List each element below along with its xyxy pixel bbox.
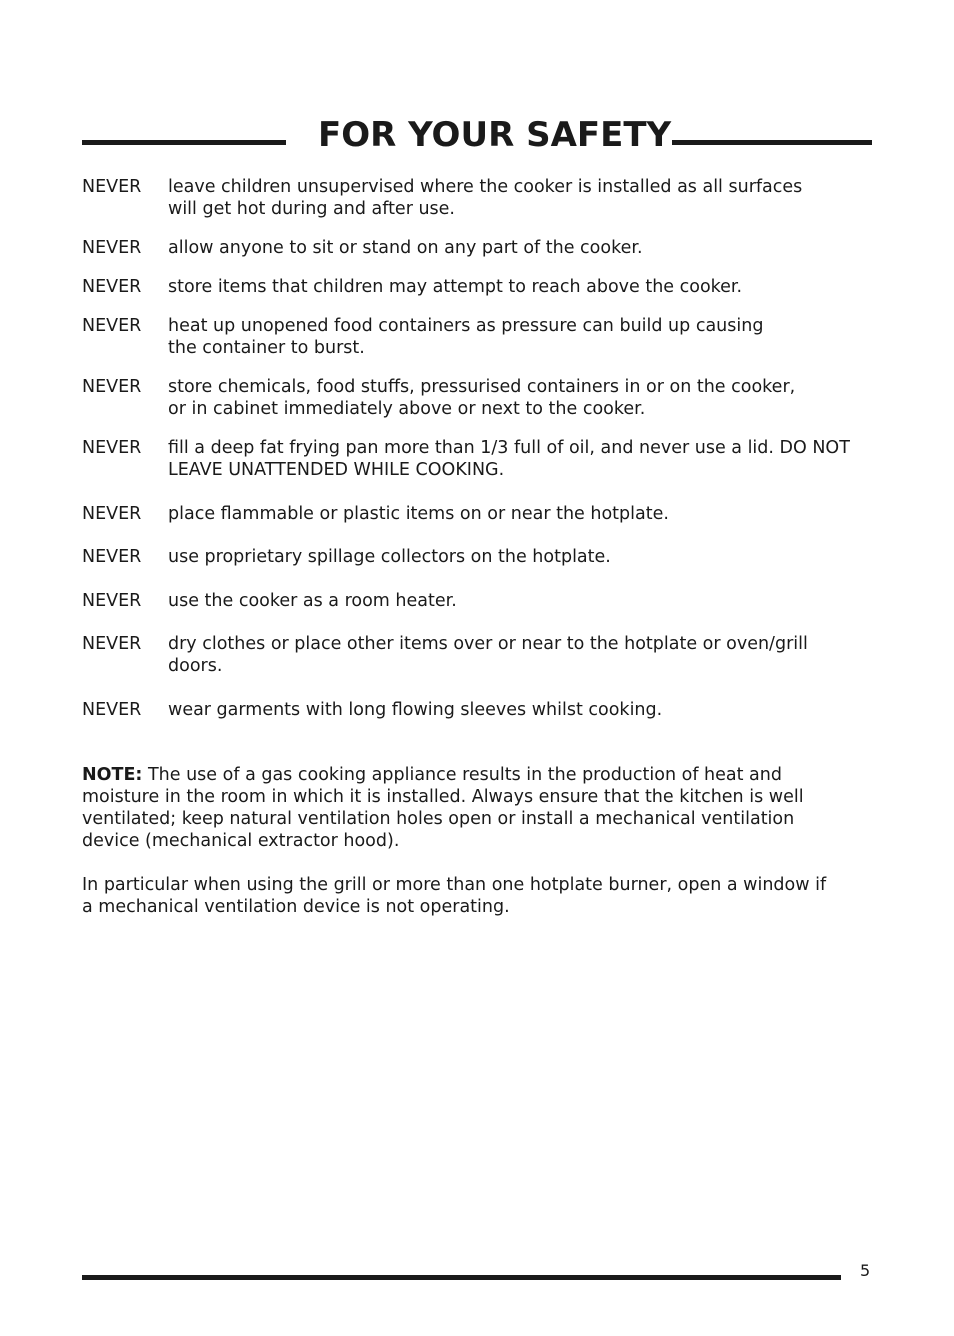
- never-label: NEVER: [82, 634, 142, 654]
- warning-text: [168, 546, 872, 568]
- warning-text: [168, 503, 872, 525]
- warning-text: [168, 315, 872, 359]
- footer-rule: [82, 1275, 841, 1280]
- never-label: NEVER: [82, 377, 142, 397]
- warning-line: doors.: [168, 656, 223, 676]
- warning-text: [168, 633, 872, 677]
- note-label: NOTE:: [82, 765, 143, 785]
- warning-line: heat up unopened food containers as pressure can build up causing: [168, 316, 764, 336]
- warning-line: wear garments with long flowing sleeves whilst cooking.: [168, 700, 663, 720]
- title-rule-left: [82, 140, 286, 145]
- never-label: NEVER: [82, 504, 142, 524]
- warning-line: will get hot during and after use.: [168, 199, 455, 219]
- warning-line: use proprietary spillage collectors on the hotplate.: [168, 547, 611, 567]
- warning-line: store items that children may attempt to reach above the cooker.: [168, 277, 743, 297]
- never-label: NEVER: [82, 277, 142, 297]
- paragraph-line: a mechanical ventilation device is not operating.: [82, 897, 510, 917]
- never-label: NEVER: [82, 438, 142, 458]
- warning-line: fill a deep fat frying pan more than 1/3 full of oil, and never use a lid. DO NOT: [168, 438, 850, 458]
- warning-text: [168, 590, 872, 612]
- warning-line: leave children unsupervised where the cooker is installed as all surfaces: [168, 177, 803, 197]
- warning-text: [168, 237, 872, 259]
- page-number: 5: [860, 1261, 871, 1280]
- never-label: NEVER: [82, 177, 142, 197]
- warning-line: place flammable or plastic items on or near the hotplate.: [168, 504, 669, 524]
- title-rule-right: [672, 140, 872, 145]
- note-paragraph: [82, 764, 872, 852]
- warning-text: [168, 376, 872, 420]
- ventilation-paragraph: [82, 874, 872, 918]
- warning-line: allow anyone to sit or stand on any part of the cooker.: [168, 238, 643, 258]
- never-label: NEVER: [82, 700, 142, 720]
- note-line: moisture in the room in which it is installed. Always ensure that the kitchen is well: [82, 787, 804, 807]
- note-line: [82, 764, 872, 786]
- never-label: NEVER: [82, 591, 142, 611]
- paragraph-line: In particular when using the grill or more than one hotplate burner, open a window if: [82, 875, 827, 895]
- never-label: NEVER: [82, 547, 142, 567]
- warning-line: store chemicals, food stuffs, pressurised containers in or on the cooker,: [168, 377, 796, 397]
- warning-line: LEAVE UNATTENDED WHILE COOKING.: [168, 460, 505, 480]
- warning-text: [168, 699, 872, 721]
- page-title: FOR YOUR SAFETY: [318, 115, 672, 155]
- never-label: NEVER: [82, 316, 142, 336]
- note-line: ventilated; keep natural ventilation holes open or install a mechanical ventilation: [82, 809, 795, 829]
- warning-line: dry clothes or place other items over or near to the hotplate or oven/grill: [168, 634, 808, 654]
- warning-text: [168, 437, 872, 481]
- note-line: device (mechanical extractor hood).: [82, 831, 400, 851]
- warning-line: use the cooker as a room heater.: [168, 591, 457, 611]
- note-text: The use of a gas cooking appliance results in the production of heat and: [142, 765, 782, 785]
- page-header: [82, 112, 872, 158]
- never-label: NEVER: [82, 238, 142, 258]
- warning-text: [168, 276, 872, 298]
- warning-text: [168, 176, 872, 220]
- warning-line: or in cabinet immediately above or next to the cooker.: [168, 399, 646, 419]
- warning-line: the container to burst.: [168, 338, 365, 358]
